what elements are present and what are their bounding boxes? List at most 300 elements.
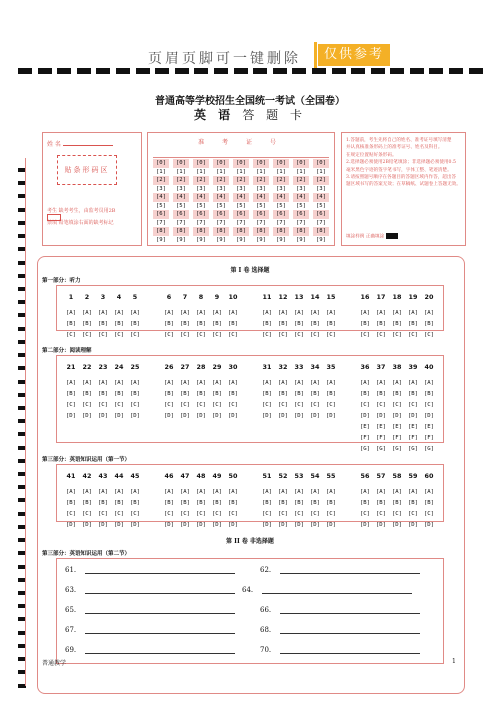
answer-bubble[interactable]: [B] <box>391 391 403 397</box>
ticket-digit-bubble[interactable]: [9] <box>193 236 209 245</box>
answer-bubble[interactable]: [B] <box>65 321 77 327</box>
ticket-digit-bubble[interactable]: [8] <box>293 227 309 236</box>
answer-underline[interactable] <box>262 585 412 594</box>
ticket-digit-bubble[interactable]: [2] <box>273 176 289 185</box>
ticket-digit-bubble[interactable]: [8] <box>253 227 269 236</box>
answer-bubble[interactable]: [C] <box>227 402 239 408</box>
ticket-digit-bubble[interactable]: [7] <box>173 219 189 228</box>
answer-bubble[interactable]: [C] <box>195 402 207 408</box>
ticket-digit-bubble[interactable]: [4] <box>233 193 249 202</box>
absent-checkbox[interactable] <box>47 214 61 221</box>
answer-bubble[interactable]: [B] <box>113 391 125 397</box>
answer-bubble[interactable]: [B] <box>261 391 273 397</box>
answer-bubble[interactable]: [A] <box>391 489 403 495</box>
answer-bubble[interactable]: [C] <box>129 402 141 408</box>
ticket-digit-bubble[interactable]: [5] <box>153 202 169 211</box>
answer-bubble[interactable]: [C] <box>359 402 371 408</box>
answer-bubble[interactable]: [E] <box>407 424 419 430</box>
answer-bubble[interactable]: [B] <box>277 500 289 506</box>
answer-bubble[interactable]: [C] <box>359 332 371 338</box>
answer-bubble[interactable]: [B] <box>113 321 125 327</box>
answer-bubble[interactable]: [B] <box>375 391 387 397</box>
answer-bubble[interactable]: [B] <box>391 321 403 327</box>
ticket-digit-bubble[interactable]: [0] <box>193 159 209 168</box>
answer-bubble[interactable]: [B] <box>359 500 371 506</box>
answer-bubble[interactable]: [B] <box>423 321 435 327</box>
ticket-digit-bubble[interactable]: [0] <box>293 159 309 168</box>
answer-bubble[interactable]: [C] <box>195 511 207 517</box>
answer-underline[interactable] <box>280 645 420 654</box>
ticket-digit-bubble[interactable]: [3] <box>213 185 229 194</box>
answer-bubble[interactable]: [D] <box>211 413 223 419</box>
answer-bubble[interactable]: [B] <box>81 391 93 397</box>
answer-bubble[interactable]: [D] <box>423 413 435 419</box>
answer-bubble[interactable]: [C] <box>97 511 109 517</box>
answer-bubble[interactable]: [D] <box>325 522 337 528</box>
answer-bubble[interactable]: [A] <box>261 380 273 386</box>
answer-bubble[interactable]: [B] <box>179 391 191 397</box>
answer-bubble[interactable]: [A] <box>375 489 387 495</box>
answer-bubble[interactable]: [A] <box>179 380 191 386</box>
ticket-digit-bubble[interactable]: [0] <box>273 159 289 168</box>
answer-bubble[interactable]: [C] <box>423 402 435 408</box>
answer-bubble[interactable]: [A] <box>97 489 109 495</box>
answer-bubble[interactable]: [C] <box>163 402 175 408</box>
answer-bubble[interactable]: [C] <box>375 511 387 517</box>
answer-bubble[interactable]: [D] <box>195 522 207 528</box>
answer-bubble[interactable]: [C] <box>407 402 419 408</box>
ticket-digit-bubble[interactable]: [5] <box>273 202 289 211</box>
answer-bubble[interactable]: [D] <box>277 413 289 419</box>
answer-bubble[interactable]: [C] <box>407 511 419 517</box>
answer-bubble[interactable]: [C] <box>277 402 289 408</box>
answer-bubble[interactable]: [D] <box>407 413 419 419</box>
answer-bubble[interactable]: [A] <box>261 310 273 316</box>
answer-bubble[interactable]: [A] <box>211 310 223 316</box>
ticket-digit-bubble[interactable]: [7] <box>273 219 289 228</box>
answer-bubble[interactable]: [D] <box>309 413 321 419</box>
ticket-digit-bubble[interactable]: [9] <box>273 236 289 245</box>
answer-bubble[interactable]: [B] <box>309 321 321 327</box>
answer-bubble[interactable]: [C] <box>81 332 93 338</box>
answer-bubble[interactable]: [D] <box>211 522 223 528</box>
answer-bubble[interactable]: [A] <box>293 489 305 495</box>
ticket-digit-bubble[interactable]: [3] <box>233 185 249 194</box>
answer-bubble[interactable]: [E] <box>423 424 435 430</box>
answer-bubble[interactable]: [C] <box>407 332 419 338</box>
answer-bubble[interactable]: [D] <box>391 522 403 528</box>
ticket-digit-bubble[interactable]: [9] <box>293 236 309 245</box>
ticket-digit-bubble[interactable]: [1] <box>213 168 229 177</box>
answer-bubble[interactable]: [C] <box>293 511 305 517</box>
answer-bubble[interactable]: [A] <box>375 380 387 386</box>
answer-bubble[interactable]: [C] <box>97 332 109 338</box>
answer-bubble[interactable]: [A] <box>65 380 77 386</box>
answer-bubble[interactable]: [A] <box>309 310 321 316</box>
answer-bubble[interactable]: [B] <box>227 321 239 327</box>
answer-bubble[interactable]: [C] <box>423 511 435 517</box>
answer-underline[interactable] <box>85 565 235 574</box>
answer-bubble[interactable]: [B] <box>391 500 403 506</box>
answer-bubble[interactable]: [B] <box>375 500 387 506</box>
ticket-digit-bubble[interactable]: [6] <box>213 210 229 219</box>
ticket-digit-bubble[interactable]: [0] <box>213 159 229 168</box>
answer-bubble[interactable]: [E] <box>359 424 371 430</box>
ticket-digit-bubble[interactable]: [6] <box>233 210 249 219</box>
ticket-digit-bubble[interactable]: [7] <box>153 219 169 228</box>
answer-bubble[interactable]: [B] <box>163 391 175 397</box>
ticket-digit-bubble[interactable]: [3] <box>153 185 169 194</box>
answer-bubble[interactable]: [F] <box>359 435 371 441</box>
answer-bubble[interactable]: [C] <box>261 511 273 517</box>
answer-bubble[interactable]: [A] <box>277 380 289 386</box>
answer-bubble[interactable]: [A] <box>261 489 273 495</box>
answer-bubble[interactable]: [F] <box>391 435 403 441</box>
answer-bubble[interactable]: [B] <box>129 500 141 506</box>
ticket-digit-bubble[interactable]: [2] <box>253 176 269 185</box>
ticket-digit-bubble[interactable]: [1] <box>313 168 329 177</box>
answer-bubble[interactable]: [A] <box>407 380 419 386</box>
ticket-digit-bubble[interactable]: [7] <box>253 219 269 228</box>
answer-bubble[interactable]: [C] <box>261 332 273 338</box>
answer-bubble[interactable]: [B] <box>195 321 207 327</box>
answer-bubble[interactable]: [D] <box>65 413 77 419</box>
answer-bubble[interactable]: [D] <box>179 522 191 528</box>
ticket-digit-bubble[interactable]: [6] <box>193 210 209 219</box>
answer-bubble[interactable]: [F] <box>375 435 387 441</box>
ticket-digit-bubble[interactable]: [9] <box>313 236 329 245</box>
written-answer-line[interactable] <box>65 565 235 574</box>
ticket-digit-bubble[interactable]: [0] <box>253 159 269 168</box>
answer-bubble[interactable]: [B] <box>407 321 419 327</box>
ticket-digit-bubble[interactable]: [6] <box>293 210 309 219</box>
ticket-digit-bubble[interactable]: [9] <box>153 236 169 245</box>
answer-bubble[interactable]: [B] <box>163 500 175 506</box>
answer-bubble[interactable]: [B] <box>97 321 109 327</box>
answer-bubble[interactable]: [D] <box>293 522 305 528</box>
answer-bubble[interactable]: [A] <box>407 310 419 316</box>
answer-bubble[interactable]: [D] <box>375 522 387 528</box>
answer-bubble[interactable]: [C] <box>309 402 321 408</box>
answer-bubble[interactable]: [C] <box>293 402 305 408</box>
answer-bubble[interactable]: [C] <box>163 511 175 517</box>
answer-bubble[interactable]: [A] <box>391 380 403 386</box>
answer-bubble[interactable]: [A] <box>227 310 239 316</box>
answer-bubble[interactable]: [D] <box>309 522 321 528</box>
answer-bubble[interactable]: [B] <box>423 391 435 397</box>
answer-bubble[interactable]: [A] <box>97 380 109 386</box>
answer-bubble[interactable]: [C] <box>391 511 403 517</box>
answer-bubble[interactable]: [C] <box>65 332 77 338</box>
answer-bubble[interactable]: [A] <box>227 489 239 495</box>
answer-bubble[interactable]: [B] <box>65 500 77 506</box>
written-answer-line[interactable] <box>242 585 412 594</box>
answer-bubble[interactable]: [A] <box>375 310 387 316</box>
answer-bubble[interactable]: [D] <box>81 522 93 528</box>
answer-bubble[interactable]: [C] <box>309 511 321 517</box>
answer-bubble[interactable]: [B] <box>81 321 93 327</box>
answer-bubble[interactable]: [D] <box>423 522 435 528</box>
answer-bubble[interactable]: [F] <box>423 435 435 441</box>
ticket-digit-bubble[interactable]: [4] <box>253 193 269 202</box>
ticket-digit-bubble[interactable]: [7] <box>233 219 249 228</box>
answer-bubble[interactable]: [C] <box>227 332 239 338</box>
answer-underline[interactable] <box>280 625 420 634</box>
answer-bubble[interactable]: [C] <box>81 402 93 408</box>
ticket-digit-bubble[interactable]: [5] <box>193 202 209 211</box>
answer-bubble[interactable]: [A] <box>195 380 207 386</box>
answer-bubble[interactable]: [D] <box>113 413 125 419</box>
answer-bubble[interactable]: [D] <box>179 413 191 419</box>
answer-bubble[interactable]: [E] <box>375 424 387 430</box>
answer-bubble[interactable]: [B] <box>293 321 305 327</box>
ticket-digit-bubble[interactable]: [0] <box>173 159 189 168</box>
ticket-digit-bubble[interactable]: [3] <box>253 185 269 194</box>
answer-bubble[interactable]: [B] <box>81 500 93 506</box>
ticket-write-row[interactable] <box>153 147 329 158</box>
answer-bubble[interactable]: [B] <box>359 391 371 397</box>
answer-bubble[interactable]: [A] <box>423 310 435 316</box>
ticket-digit-bubble[interactable]: [7] <box>293 219 309 228</box>
answer-bubble[interactable]: [D] <box>163 522 175 528</box>
answer-bubble[interactable]: [A] <box>359 489 371 495</box>
answer-bubble[interactable]: [A] <box>179 489 191 495</box>
ticket-digit-bubble[interactable]: [6] <box>153 210 169 219</box>
answer-bubble[interactable]: [G] <box>375 446 387 452</box>
answer-bubble[interactable]: [A] <box>309 380 321 386</box>
answer-bubble[interactable]: [A] <box>293 380 305 386</box>
answer-bubble[interactable]: [B] <box>65 391 77 397</box>
ticket-digit-bubble[interactable]: [2] <box>213 176 229 185</box>
answer-bubble[interactable]: [B] <box>375 321 387 327</box>
answer-bubble[interactable]: [A] <box>65 489 77 495</box>
ticket-digit-bubble[interactable]: [1] <box>173 168 189 177</box>
answer-bubble[interactable]: [A] <box>179 310 191 316</box>
ticket-digit-bubble[interactable]: [9] <box>253 236 269 245</box>
written-answer-line[interactable] <box>65 645 235 654</box>
answer-bubble[interactable]: [A] <box>423 380 435 386</box>
ticket-digit-bubble[interactable]: [4] <box>273 193 289 202</box>
answer-bubble[interactable]: [B] <box>97 391 109 397</box>
written-answer-line[interactable] <box>260 605 420 614</box>
answer-bubble[interactable]: [A] <box>195 310 207 316</box>
ticket-digit-bubble[interactable]: [8] <box>213 227 229 236</box>
answer-bubble[interactable]: [D] <box>227 413 239 419</box>
answer-bubble[interactable]: [A] <box>325 380 337 386</box>
answer-underline[interactable] <box>280 605 420 614</box>
answer-bubble[interactable]: [D] <box>359 522 371 528</box>
answer-bubble[interactable]: [B] <box>227 500 239 506</box>
answer-bubble[interactable]: [G] <box>359 446 371 452</box>
answer-bubble[interactable]: [D] <box>277 522 289 528</box>
answer-bubble[interactable]: [D] <box>81 413 93 419</box>
written-answer-line[interactable] <box>260 645 420 654</box>
written-answer-line[interactable] <box>65 605 235 614</box>
answer-bubble[interactable]: [C] <box>227 511 239 517</box>
answer-underline[interactable] <box>85 645 235 654</box>
answer-bubble[interactable]: [C] <box>423 332 435 338</box>
answer-bubble[interactable]: [B] <box>325 321 337 327</box>
ticket-digit-bubble[interactable]: [4] <box>173 193 189 202</box>
ticket-digit-bubble[interactable]: [5] <box>253 202 269 211</box>
answer-bubble[interactable]: [C] <box>309 332 321 338</box>
answer-bubble[interactable]: [A] <box>227 380 239 386</box>
answer-bubble[interactable]: [C] <box>325 511 337 517</box>
answer-bubble[interactable]: [B] <box>359 321 371 327</box>
answer-bubble[interactable]: [B] <box>261 321 273 327</box>
answer-bubble[interactable]: [B] <box>129 321 141 327</box>
answer-bubble[interactable]: [D] <box>195 413 207 419</box>
ticket-digit-bubble[interactable]: [5] <box>233 202 249 211</box>
answer-bubble[interactable]: [A] <box>163 310 175 316</box>
answer-bubble[interactable]: [A] <box>129 310 141 316</box>
answer-bubble[interactable]: [A] <box>423 489 435 495</box>
answer-bubble[interactable]: [A] <box>129 380 141 386</box>
answer-bubble[interactable]: [A] <box>113 310 125 316</box>
ticket-digit-bubble[interactable]: [3] <box>293 185 309 194</box>
answer-bubble[interactable]: [B] <box>407 391 419 397</box>
answer-bubble[interactable]: [A] <box>129 489 141 495</box>
ticket-digit-bubble[interactable]: [6] <box>273 210 289 219</box>
ticket-digit-bubble[interactable]: [1] <box>273 168 289 177</box>
answer-bubble[interactable]: [A] <box>211 380 223 386</box>
answer-bubble[interactable]: [F] <box>407 435 419 441</box>
answer-bubble[interactable]: [D] <box>359 413 371 419</box>
answer-bubble[interactable]: [A] <box>163 489 175 495</box>
ticket-digit-bubble[interactable]: [3] <box>313 185 329 194</box>
answer-underline[interactable] <box>85 625 235 634</box>
ticket-digit-bubble[interactable]: [8] <box>193 227 209 236</box>
answer-bubble[interactable]: [G] <box>407 446 419 452</box>
ticket-digit-bubble[interactable]: [5] <box>213 202 229 211</box>
answer-bubble[interactable]: [B] <box>325 500 337 506</box>
answer-bubble[interactable]: [E] <box>391 424 403 430</box>
ticket-digit-bubble[interactable]: [4] <box>293 193 309 202</box>
answer-bubble[interactable]: [B] <box>211 321 223 327</box>
written-answer-line[interactable] <box>65 585 235 594</box>
answer-bubble[interactable]: [C] <box>375 332 387 338</box>
ticket-digit-bubble[interactable]: [2] <box>153 176 169 185</box>
ticket-digit-bubble[interactable]: [4] <box>153 193 169 202</box>
answer-bubble[interactable]: [A] <box>195 489 207 495</box>
ticket-digit-bubble[interactable]: [1] <box>153 168 169 177</box>
answer-bubble[interactable]: [B] <box>277 391 289 397</box>
answer-bubble[interactable]: [B] <box>309 391 321 397</box>
answer-bubble[interactable]: [D] <box>407 522 419 528</box>
ticket-digit-bubble[interactable]: [0] <box>313 159 329 168</box>
answer-bubble[interactable]: [C] <box>211 511 223 517</box>
answer-bubble[interactable]: [B] <box>277 321 289 327</box>
ticket-digit-bubble[interactable]: [8] <box>233 227 249 236</box>
answer-bubble[interactable]: [B] <box>423 500 435 506</box>
ticket-digit-bubble[interactable]: [4] <box>313 193 329 202</box>
answer-bubble[interactable]: [B] <box>113 500 125 506</box>
answer-bubble[interactable]: [A] <box>293 310 305 316</box>
answer-bubble[interactable]: [D] <box>163 413 175 419</box>
written-answer-line[interactable] <box>260 625 420 634</box>
answer-bubble[interactable]: [C] <box>65 402 77 408</box>
ticket-digit-bubble[interactable]: [3] <box>173 185 189 194</box>
answer-bubble[interactable]: [A] <box>277 489 289 495</box>
answer-underline[interactable] <box>280 565 420 574</box>
answer-bubble[interactable]: [A] <box>81 380 93 386</box>
answer-bubble[interactable]: [G] <box>391 446 403 452</box>
answer-bubble[interactable]: [D] <box>129 522 141 528</box>
answer-bubble[interactable]: [C] <box>129 511 141 517</box>
answer-bubble[interactable]: [A] <box>359 380 371 386</box>
answer-bubble[interactable]: [B] <box>227 391 239 397</box>
answer-bubble[interactable]: [A] <box>309 489 321 495</box>
answer-bubble[interactable]: [B] <box>129 391 141 397</box>
ticket-digit-bubble[interactable]: [7] <box>193 219 209 228</box>
ticket-digit-bubble[interactable]: [7] <box>213 219 229 228</box>
ticket-digit-bubble[interactable]: [9] <box>233 236 249 245</box>
answer-bubble[interactable]: [A] <box>211 489 223 495</box>
ticket-digit-bubble[interactable]: [1] <box>293 168 309 177</box>
answer-bubble[interactable]: [C] <box>277 511 289 517</box>
answer-bubble[interactable]: [B] <box>195 500 207 506</box>
ticket-digit-bubble[interactable]: [3] <box>193 185 209 194</box>
answer-bubble[interactable]: [C] <box>195 332 207 338</box>
ticket-digit-bubble[interactable]: [2] <box>233 176 249 185</box>
ticket-digit-bubble[interactable]: [5] <box>293 202 309 211</box>
answer-bubble[interactable]: [A] <box>113 380 125 386</box>
ticket-digit-bubble[interactable]: [4] <box>193 193 209 202</box>
ticket-digit-bubble[interactable]: [1] <box>233 168 249 177</box>
answer-bubble[interactable]: [B] <box>293 500 305 506</box>
answer-bubble[interactable]: [B] <box>211 500 223 506</box>
answer-bubble[interactable]: [D] <box>129 413 141 419</box>
answer-bubble[interactable]: [G] <box>423 446 435 452</box>
answer-bubble[interactable]: [A] <box>407 489 419 495</box>
answer-bubble[interactable]: [C] <box>325 402 337 408</box>
answer-bubble[interactable]: [D] <box>391 413 403 419</box>
answer-bubble[interactable]: [A] <box>65 310 77 316</box>
ticket-digit-bubble[interactable]: [8] <box>153 227 169 236</box>
ticket-digit-bubble[interactable]: [5] <box>313 202 329 211</box>
answer-bubble[interactable]: [C] <box>129 332 141 338</box>
answer-bubble[interactable]: [B] <box>163 321 175 327</box>
answer-bubble[interactable]: [C] <box>211 332 223 338</box>
answer-bubble[interactable]: [C] <box>113 402 125 408</box>
answer-bubble[interactable]: [A] <box>81 310 93 316</box>
answer-bubble[interactable]: [D] <box>97 413 109 419</box>
answer-bubble[interactable]: [B] <box>179 500 191 506</box>
answer-bubble[interactable]: [C] <box>65 511 77 517</box>
written-answer-line[interactable] <box>65 625 235 634</box>
answer-bubble[interactable]: [C] <box>81 511 93 517</box>
answer-bubble[interactable]: [A] <box>359 310 371 316</box>
ticket-digit-bubble[interactable]: [2] <box>173 176 189 185</box>
ticket-digit-bubble[interactable]: [2] <box>313 176 329 185</box>
answer-bubble[interactable]: [A] <box>325 489 337 495</box>
answer-bubble[interactable]: [D] <box>65 522 77 528</box>
answer-bubble[interactable]: [C] <box>113 332 125 338</box>
answer-bubble[interactable]: [B] <box>261 500 273 506</box>
answer-bubble[interactable]: [A] <box>81 489 93 495</box>
answer-bubble[interactable]: [A] <box>277 310 289 316</box>
answer-bubble[interactable]: [B] <box>293 391 305 397</box>
answer-bubble[interactable]: [D] <box>97 522 109 528</box>
answer-bubble[interactable]: [D] <box>261 522 273 528</box>
written-answer-line[interactable] <box>260 565 420 574</box>
answer-bubble[interactable]: [C] <box>261 402 273 408</box>
answer-bubble[interactable]: [D] <box>325 413 337 419</box>
answer-bubble[interactable]: [B] <box>97 500 109 506</box>
answer-bubble[interactable]: [A] <box>391 310 403 316</box>
answer-bubble[interactable]: [C] <box>359 511 371 517</box>
ticket-digit-bubble[interactable]: [1] <box>253 168 269 177</box>
